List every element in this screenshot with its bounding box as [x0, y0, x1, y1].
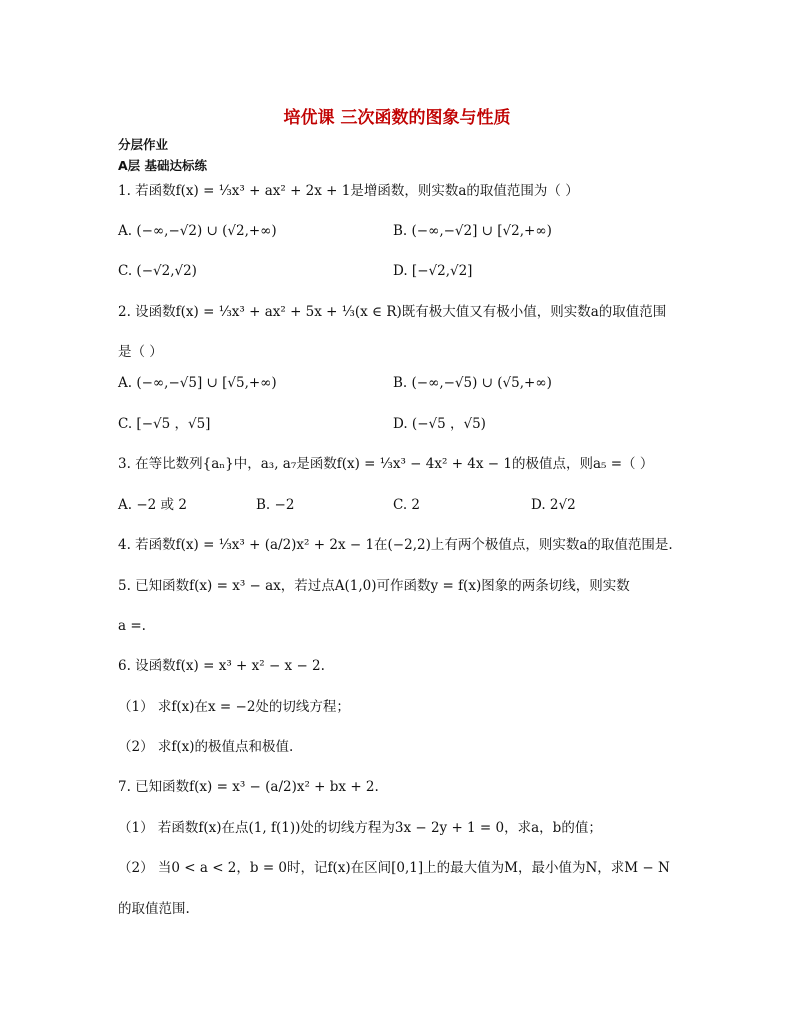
question-2-stem: 2. 设函数f(x) = ⅓x³ + ax² + 5x + ⅓(x ∈ R)既有极大值又有极小值，则实数a的取值范围 [118, 304, 667, 320]
question-5-stem: 5. 已知函数f(x) = x³ − ax，若过点A(1,0)可作函数y = f(x)图象的两条切线，则实数 [118, 578, 630, 594]
subsection-heading: A层 基础达标练 [118, 158, 208, 173]
page-title: 培优课 三次函数的图象与性质 [283, 108, 511, 128]
question-2-option-b: B. (−∞,−√5) ∪ (√5,+∞) [393, 375, 552, 391]
question-3-stem: 3. 在等比数列{aₙ}中，a₃, a₇是函数f(x) = ⅓x³ − 4x² + 4x − 1的极值点，则a₅ =（ ） [118, 456, 654, 472]
question-2-stem-cont: 是（ ） [118, 344, 163, 360]
question-7-part-2-cont: 的取值范围. [118, 901, 190, 917]
question-6-part-2: （2） 求f(x)的极值点和极值. [118, 739, 294, 755]
question-5-stem-cont: a =. [118, 618, 146, 634]
question-2-option-a: A. (−∞,−√5] ∪ [√5,+∞) [118, 375, 277, 391]
question-2-option-d: D. (−√5 ，√5) [393, 416, 486, 432]
question-7-part-1: （1） 若函数f(x)在点(1, f(1))处的切线方程为3x − 2y + 1 = 0，求a，b的值； [118, 820, 602, 836]
question-4-stem: 4. 若函数f(x) = ⅓x³ + (a/2)x² + 2x − 1在(−2,2)上有两个极值点，则实数a的取值范围是. [118, 537, 673, 553]
question-7-part-2: （2） 当0 < a < 2，b = 0时，记f(x)在区间[0,1]上的最大值为M，最小值为N，求M − N [118, 860, 670, 876]
question-6-part-1: （1） 求f(x)在x = −2处的切线方程； [118, 699, 350, 715]
question-3-option-d: D. 2√2 [531, 497, 576, 513]
question-2-option-c: C. [−√5 ，√5] [118, 416, 211, 432]
question-3-option-c: C. 2 [393, 497, 421, 513]
question-1-option-d: D. [−√2,√2] [393, 263, 473, 279]
question-1-option-a: A. (−∞,−√2) ∪ (√2,+∞) [118, 223, 277, 239]
question-6-stem: 6. 设函数f(x) = x³ + x² − x − 2. [118, 658, 325, 674]
question-1-stem: 1. 若函数f(x) = ⅓x³ + ax² + 2x + 1是增函数，则实数a的取值范围为（ ） [118, 183, 579, 199]
question-1-option-b: B. (−∞,−√2] ∪ [√2,+∞) [393, 223, 552, 239]
question-3-option-b: B. −2 [256, 497, 295, 513]
question-1-option-c: C. (−√2,√2) [118, 263, 197, 279]
section-heading: 分层作业 [118, 137, 169, 152]
question-7-stem: 7. 已知函数f(x) = x³ − (a/2)x² + bx + 2. [118, 779, 379, 795]
question-3-option-a: A. −2 或 2 [118, 497, 187, 513]
